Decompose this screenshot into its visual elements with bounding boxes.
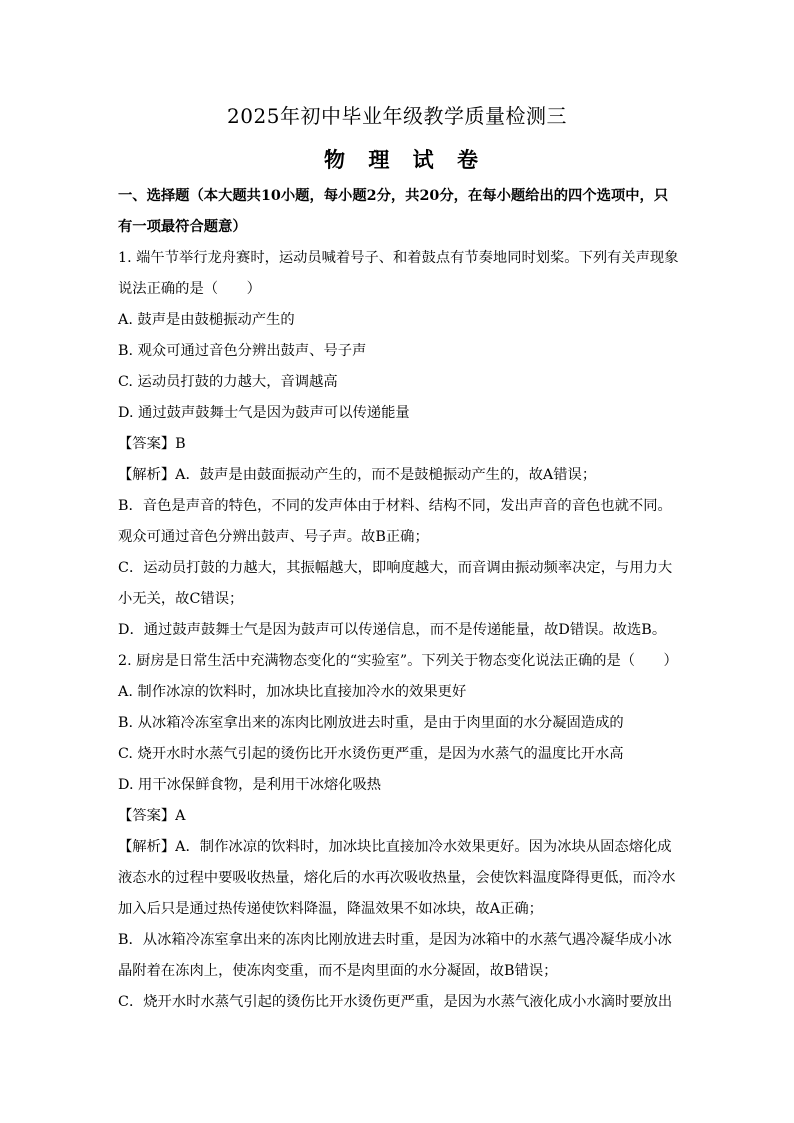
text-line: C. 烧开水时水蒸气引起的烫伤比开水烫伤更严重，是因为水蒸气的温度比开水高 — [118, 746, 624, 762]
text-line: 说法正确的是（ ） — [118, 281, 261, 297]
text-line: D．通过鼓声鼓舞士气是因为鼓声可以传递信息，而不是传递能量，故D错误。故选B。 — [118, 622, 667, 638]
text-line: 1. 端午节举行龙舟赛时，运动员喊着号子、和着鼓点有节奏地同时划桨。下列有关声现象 — [118, 250, 679, 266]
text-line: 【解析】A．鼓声是由鼓面振动产生的，而不是鼓槌振动产生的，故A错误； — [118, 467, 597, 483]
exam-subtitle: 物 理 试 卷 — [324, 147, 486, 172]
text-line: 【解析】A．制作冰凉的饮料时，加冰块比直接加冷水效果更好。因为冰块从固态熔化成 — [118, 839, 672, 855]
text-line: 加入后只是通过热传递使饮料降温，降温效果不如冰块，故A正确； — [118, 901, 543, 917]
text-line: B．从冰箱冷冻室拿出来的冻肉比刚放进去时重，是因为冰箱中的水蒸气遇冷凝华成小冰 — [118, 932, 672, 948]
text-line: B. 观众可通过音色分辨出鼓声、号子声 — [118, 343, 367, 359]
text-line: 【答案】A — [118, 808, 186, 824]
text-line: 小无关，故C错误； — [118, 591, 244, 607]
text-line: 一、选择题（本大题共10小题，每小题2分，共20分，在每小题给出的四个选项中，只 — [118, 188, 669, 204]
text-line: A. 制作冰凉的饮料时，加冰块比直接加冷水的效果更好 — [118, 684, 467, 700]
text-line: C．烧开水时水蒸气引起的烫伤比开水烫伤更严重，是因为水蒸气液化成小水滴时要放出 — [118, 994, 673, 1010]
text-line: 有一项最符合题意） — [118, 219, 247, 235]
text-line: C．运动员打鼓的力越大，其振幅越大，即响度越大，而音调由振动频率决定，与用力大 — [118, 560, 673, 576]
question-body — [118, 181, 678, 1018]
text-line: 晶附着在冻肉上，使冻肉变重，而不是肉里面的水分凝固，故B错误； — [118, 963, 558, 979]
text-line: B．音色是声音的特色，不同的发声体由于材料、结构不同，发出声音的音色也就不同。 — [118, 498, 672, 514]
text-line: B. 从冰箱冷冻室拿出来的冻肉比刚放进去时重，是由于肉里面的水分凝固造成的 — [118, 715, 624, 731]
text-line: D. 用干冰保鲜食物，是利用干冰熔化吸热 — [118, 777, 382, 793]
text-line: 液态水的过程中要吸收热量，熔化后的水再次吸收热量，会使饮料温度降得更低，而冷水 — [118, 870, 676, 886]
text-line: 【答案】B — [118, 436, 186, 452]
text-line: D. 通过鼓声鼓舞士气是因为鼓声可以传递能量 — [118, 405, 410, 421]
text-line: 2. 厨房是日常生活中充满物态变化的“实验室”。下列关于物态变化说法正确的是（ ） — [118, 653, 678, 669]
text-line: C. 运动员打鼓的力越大，音调越高 — [118, 374, 338, 390]
text-line: 观众可通过音色分辨出鼓声、号子声。故B正确； — [118, 529, 429, 545]
text-line: A. 鼓声是由鼓槌振动产生的 — [118, 312, 295, 328]
exam-title: 2025年初中毕业年级教学质量检测三 — [227, 104, 567, 128]
